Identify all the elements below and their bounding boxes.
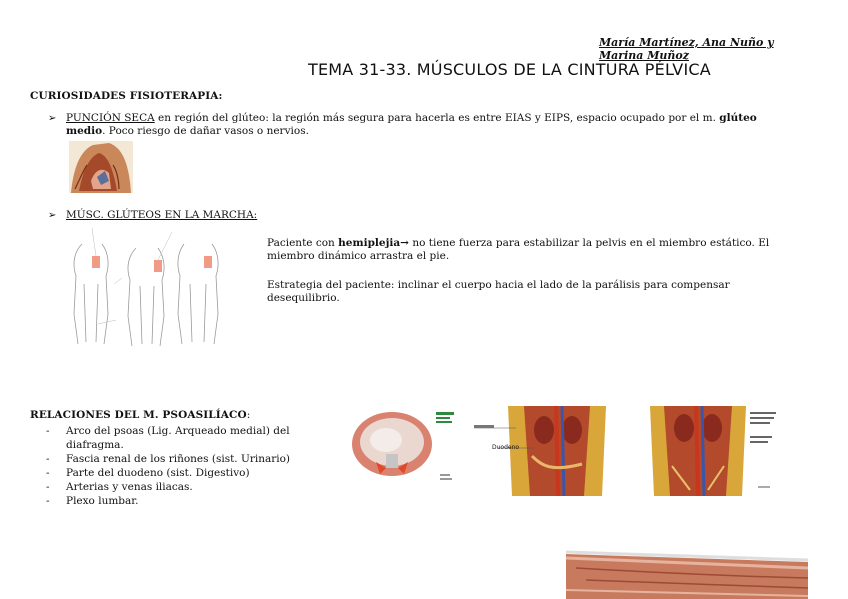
list-item: - Fascia renal de los riñones (sist. Urinario) (46, 452, 316, 466)
hemiplejia-paragraph (267, 237, 807, 263)
authors-line-1: María Martínez, Ana Nuño y (599, 36, 774, 49)
abdomen-plexo-image (650, 406, 780, 496)
estrategia-paragraph (267, 279, 807, 305)
puncion-seca-label: PUNCIÓN SECA (66, 112, 155, 124)
right-arrow-icon: → (400, 237, 409, 249)
hemiplejia-bold: hemiplejia (338, 237, 401, 249)
marcha-label: MÚSC. GLÚTEOS EN LA MARCHA: (66, 209, 258, 221)
hemiplejia-text-c: miembro dinámico arrastra el pie. (267, 250, 450, 262)
psoasiliaco-relations-list (46, 424, 316, 508)
arrow-bullet-icon: ➢ (48, 113, 57, 124)
list-item: - Arco del psoas (Lig. Arqueado medial) del (46, 424, 316, 438)
gluteo-image (69, 141, 133, 193)
puncion-bold-gluteo: glúteo (719, 112, 757, 124)
hemiplejia-text-a: Paciente con (267, 237, 339, 249)
list-item: - Arterias y venas iliacas. (46, 480, 316, 494)
authors-line-2: Marina Muñoz (599, 49, 689, 62)
psoasiliaco-heading-colon: : (246, 409, 251, 421)
list-item: diafragma. (66, 439, 124, 451)
abdomen-duodeno-image (472, 406, 606, 496)
muscle-bottom-image (566, 548, 808, 599)
puncion-bold-medio: medio (66, 125, 103, 137)
list-item: - Plexo lumbar. (46, 494, 316, 508)
arrow-bullet-icon: ➢ (48, 210, 57, 221)
estrategia-text-b: desequilibrio. (267, 292, 340, 304)
diafragma-image (350, 408, 462, 494)
estrategia-text-a: Estrategia del paciente: inclinar el cuerpo hacia el lado de la parálisis para compensar (267, 279, 730, 291)
section-heading-psoasiliaco (30, 403, 250, 422)
marcha-figures-image (62, 224, 224, 350)
section-heading-curiosidades: CURIOSIDADES FISIOTERAPIA: (30, 90, 223, 102)
list-item: - Parte del duodeno (sist. Digestivo) (46, 466, 316, 480)
duodeno-label: Duodeno (492, 444, 520, 451)
puncion-text-c: . Poco riesgo de dañar vasos o nervios. (102, 125, 309, 137)
psoasiliaco-heading-text: RELACIONES DEL M. PSOASILÍACO (30, 409, 247, 421)
puncion-text-a: en región del glúteo: la región más segura para hacerla es entre EIAS y EIPS, espacio ocupado por el m. (154, 112, 720, 124)
page-title: TEMA 31-33. MÚSCULOS DE LA CINTURA PÉLVICA (308, 60, 711, 79)
hemiplejia-text-b: no tiene fuerza para estabilizar la pelvis en el miembro estático. El (408, 237, 770, 249)
puncion-seca-paragraph (66, 112, 806, 138)
authors (599, 36, 799, 62)
